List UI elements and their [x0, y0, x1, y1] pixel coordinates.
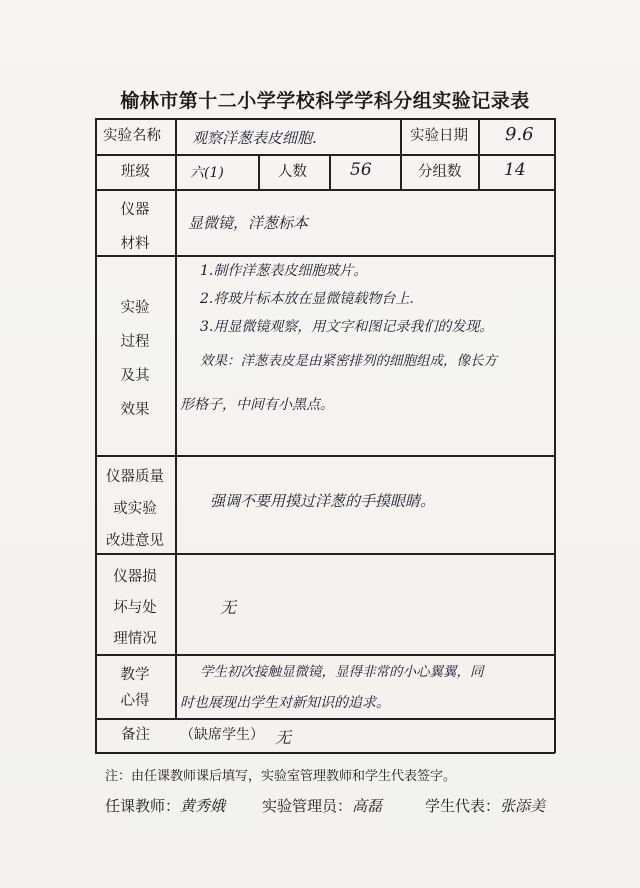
quality-label-line1: 仪器质量: [106, 469, 164, 485]
experiment-date-label: 实验日期: [410, 128, 468, 144]
damage-label-line3: 理情况: [113, 631, 157, 647]
footer-note: 注：由任课教师课后填写，实验室管理教师和学生代表签字。: [105, 769, 457, 784]
class-value: 六(1): [190, 165, 224, 181]
date-label-right-divider: [478, 118, 480, 189]
lab-admin-name: 高磊: [352, 797, 383, 815]
remarks-value: 无: [275, 728, 292, 747]
remarks-absent-prefix: （缺席学生）: [180, 727, 264, 743]
row-divider: [95, 189, 555, 191]
damage-label-line2: 坏与处: [113, 600, 157, 616]
lab-admin-label: 实验管理员：: [262, 797, 353, 815]
student-rep-name: 张添美: [500, 797, 546, 815]
quality-value: 强调不要用摸过洋葱的手摸眼睛。: [210, 492, 436, 510]
damage-label-line1: 仪器损: [113, 569, 157, 585]
experiment-date-value: 9.6: [505, 124, 534, 145]
group-count-value: 14: [504, 160, 526, 180]
teacher-label: 任课教师：: [105, 797, 181, 815]
student-count-value: 56: [350, 160, 372, 180]
damage-label: [95, 565, 175, 645]
damage-value: 无: [220, 598, 237, 617]
process-label: [95, 296, 175, 416]
quality-label: [95, 465, 175, 549]
process-step-3: 3.用显微镜观察，用文字和图记录我们的发现。: [200, 319, 494, 335]
process-label-line4: 效果: [120, 402, 150, 418]
count-label-right-divider: [329, 154, 331, 189]
quality-label-line2: 或实验: [113, 501, 157, 517]
row-divider: [95, 455, 555, 457]
process-effect-line-1: 效果：洋葱表皮是由紧密排列的细胞组成，像长方: [200, 353, 497, 369]
table-border-top: [95, 118, 555, 120]
table-border-bottom: [95, 752, 555, 754]
instruments-value: 显微镜，洋葱标本: [188, 214, 309, 232]
lab-admin-signature: [262, 795, 382, 816]
teacher-name: 黄秀娥: [180, 797, 226, 815]
count-label-left-divider: [258, 154, 260, 189]
quality-label-line3: 改进意见: [106, 533, 164, 549]
table-border-right: [554, 118, 556, 753]
row-divider: [95, 718, 555, 720]
process-step-1: 1.制作洋葱表皮细胞玻片。: [200, 263, 368, 279]
row-divider: [95, 553, 555, 555]
row-divider: [95, 154, 555, 156]
teaching-label-line1: 教学: [120, 667, 150, 683]
instruments-label-line1: 仪器: [120, 202, 150, 218]
date-label-left-divider: [400, 118, 402, 189]
teaching-label: [95, 663, 175, 713]
teacher-signature: [105, 795, 225, 816]
process-label-line1: 实验: [120, 300, 150, 316]
group-count-label: 分组数: [418, 164, 462, 180]
page-title: 榆林市第十二小学学校科学学科分组实验记录表: [120, 90, 530, 112]
student-rep-label: 学生代表：: [425, 797, 501, 815]
class-label: 班级: [121, 164, 150, 180]
row-divider: [95, 654, 555, 656]
student-rep-signature: [425, 795, 545, 816]
process-step-2: 2.将玻片标本放在显微镜载物台上.: [200, 291, 414, 307]
instruments-label-line2: 材料: [120, 236, 150, 252]
experiment-name-value: 观察洋葱表皮细胞.: [192, 129, 317, 147]
process-label-line2: 过程: [120, 334, 150, 350]
label-column-divider: [175, 118, 177, 718]
remarks-label: 备注: [121, 727, 150, 743]
teaching-value-line-1: 学生初次接触显微镜，显得非常的小心翼翼，同: [200, 664, 484, 680]
student-count-label: 人数: [278, 164, 307, 180]
teaching-label-line2: 心得: [120, 693, 150, 709]
teaching-value-line-2: 时也展现出学生对新知识的追求。: [180, 695, 390, 711]
experiment-name-label: 实验名称: [103, 128, 161, 144]
row-divider: [95, 255, 555, 257]
process-effect-line-2: 形格子，中间有小黑点。: [180, 397, 334, 413]
instruments-label: [95, 198, 175, 252]
process-label-line3: 及其: [120, 368, 150, 384]
